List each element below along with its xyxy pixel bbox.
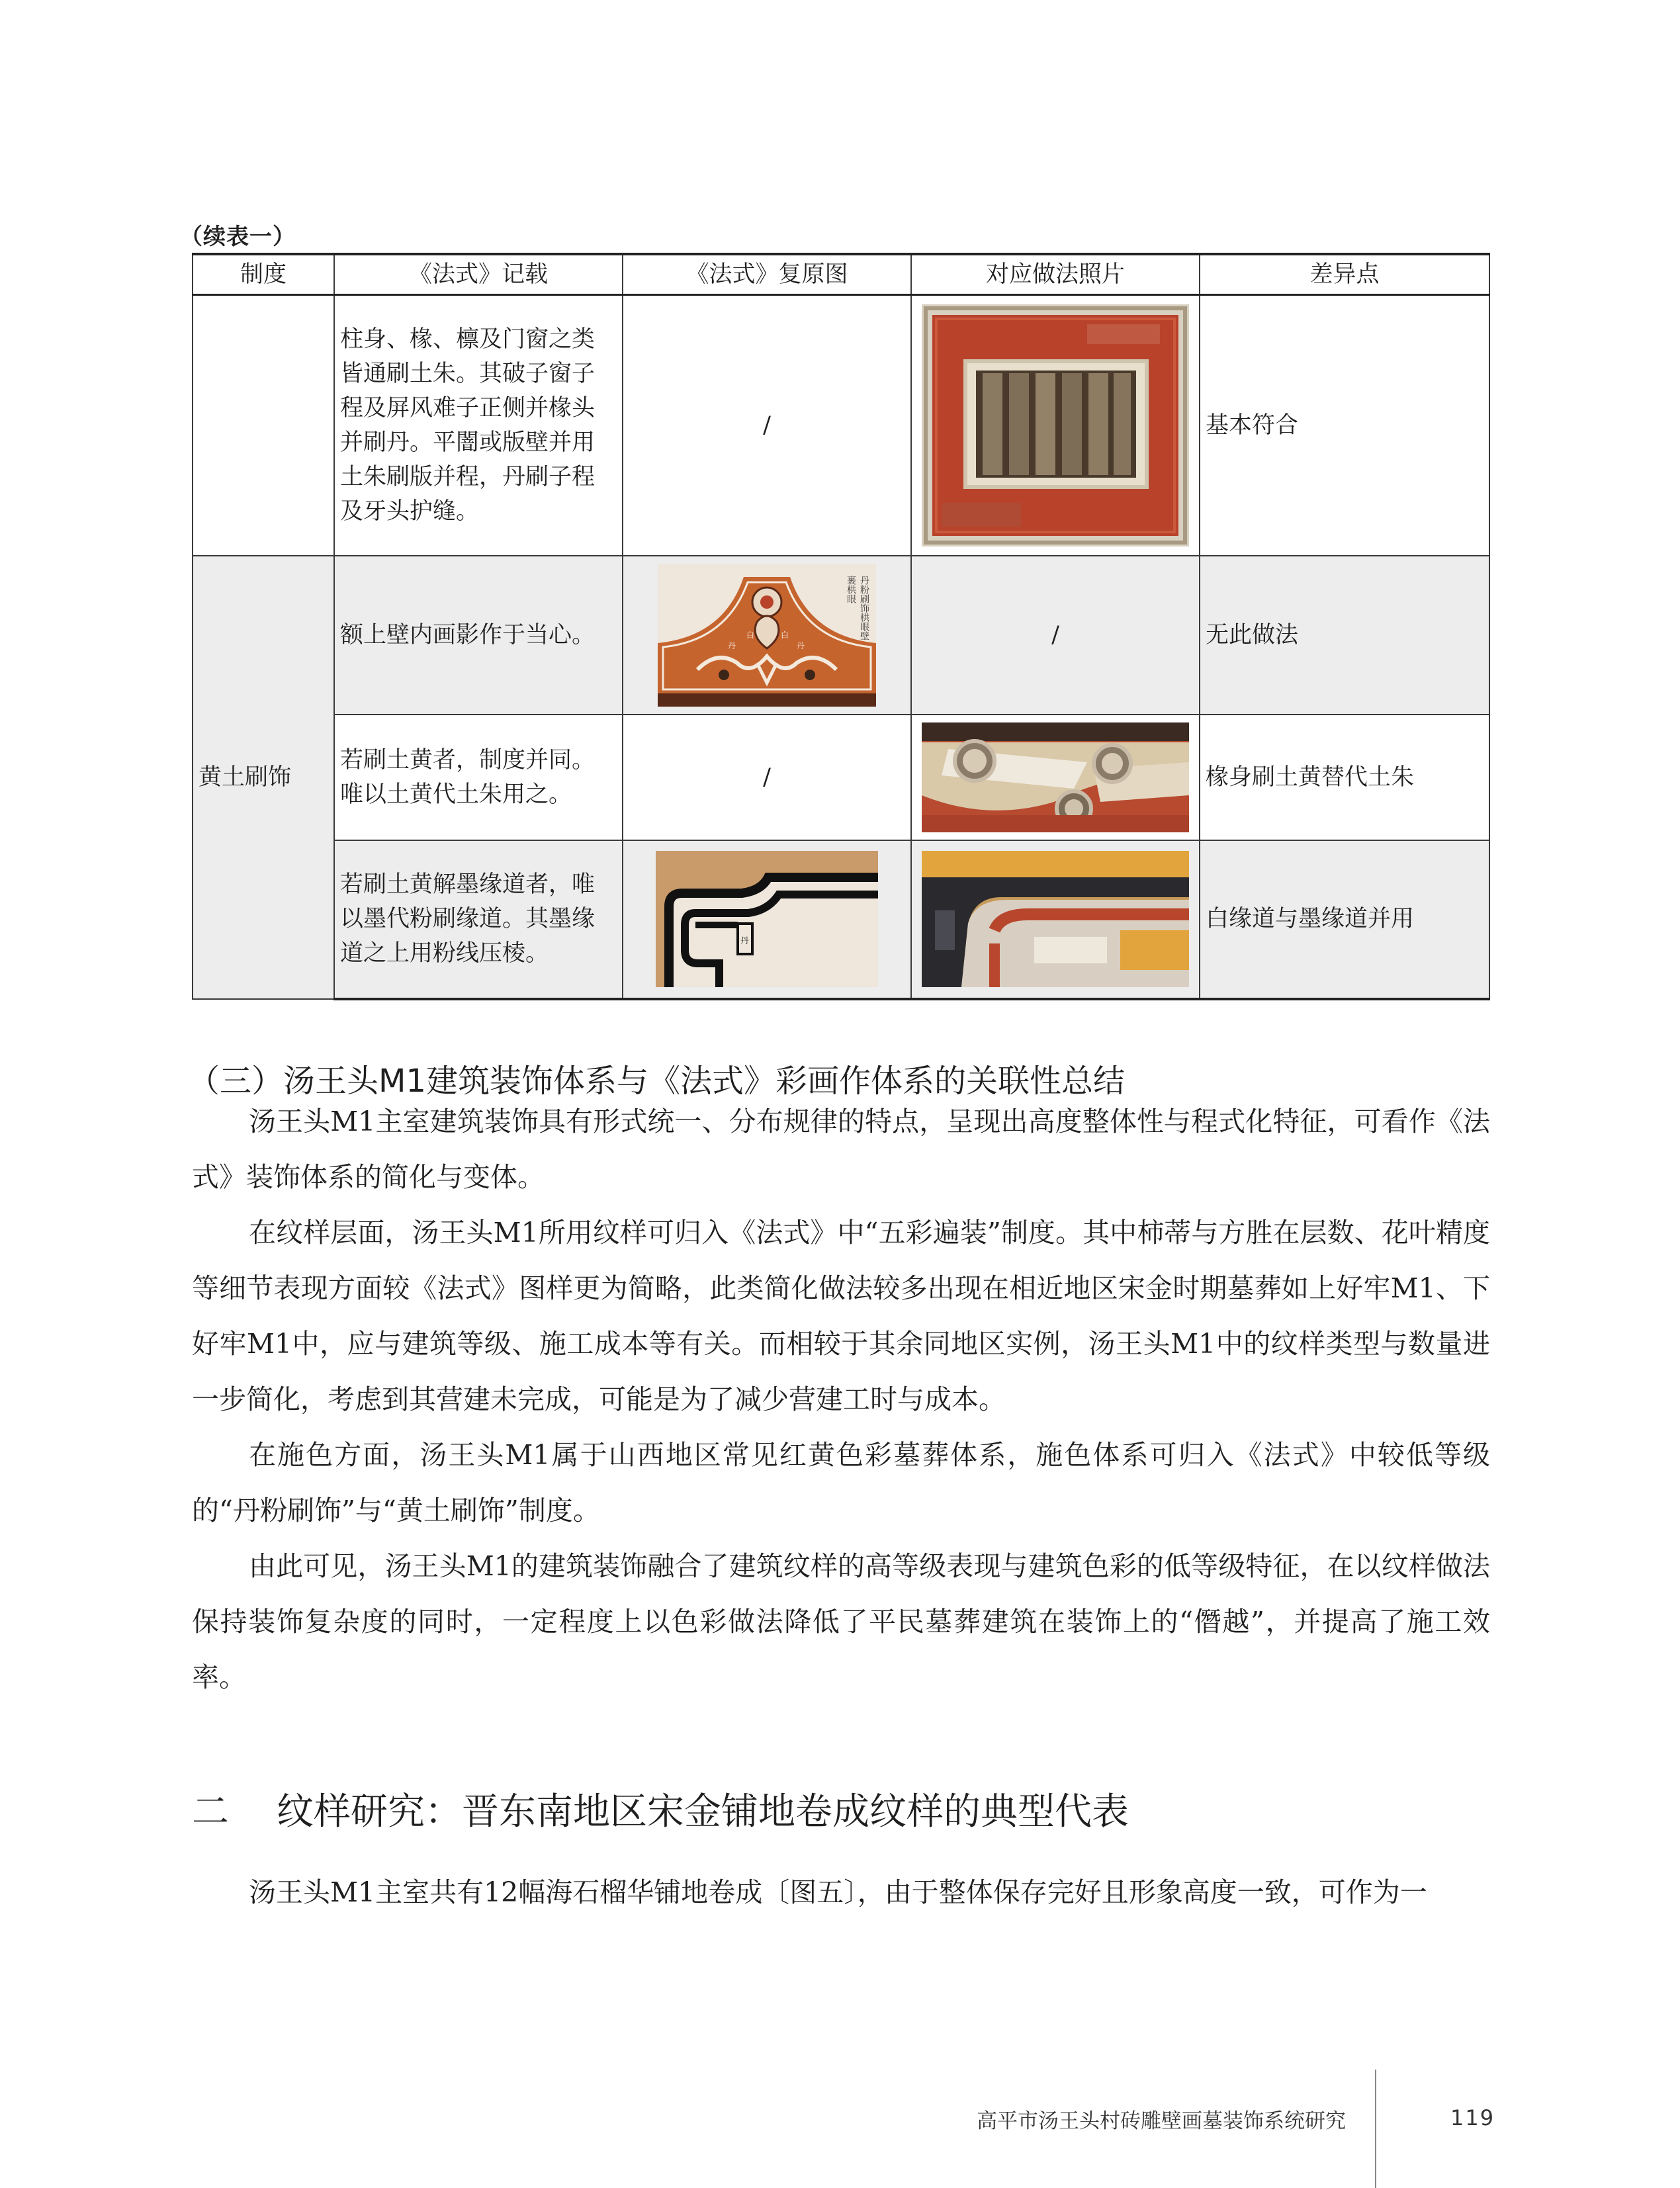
border-photo [922, 851, 1189, 987]
header-difference: 差异点 [1200, 254, 1489, 295]
cell-restoration [623, 840, 911, 999]
ink-border-drawing [656, 851, 878, 987]
cell-photo: / [911, 556, 1200, 715]
section-heading [192, 1782, 1129, 1835]
drawing-tiny-label: 白 [746, 630, 755, 640]
cell-difference: 白缘道与墨缘道并用 [1200, 840, 1489, 999]
cell-restoration [623, 556, 911, 715]
sub-heading: （三）汤王头M1建筑装饰体系与《法式》彩画作体系的关联性总结 [188, 1063, 1125, 1100]
drawing-column-label: 丹粉刷饰栱眼壁 [859, 575, 869, 640]
table-continued-label: （续表一） [180, 224, 296, 250]
header-photo: 对应做法照片 [911, 254, 1200, 295]
paragraph: 在纹样层面，汤王头M1所用纹样可归入《法式》中“五彩遍装”制度。其中柿蒂与方胜在层数、花叶精度等细节表现方面较《法式》图样更为简略，此类简化做法较多出现在相近地区宋金时期墓葬如上好牢M1、下好牢M1中，应与建筑等级、施工成本等有关。而相较于其余同地区实例，汤王头M1中的纹样类型与数量进一步简化，考虑到其营建未完成，可能是为了减少营建工时与成本。 [192, 1217, 1490, 1415]
header-restoration: 《法式》复原图 [623, 254, 911, 295]
paragraph: 汤王头M1主室建筑装饰具有形式统一、分布规律的特点，呈现出高度整体性与程式化特征，可看作《法式》装饰体系的简化与变体。 [192, 1106, 1490, 1193]
footer-divider [1375, 2070, 1376, 2188]
cell-record: 柱身、椽、檩及门窗之类皆通刷土朱。其破子窗子程及屏风难子正侧并椽头并刷丹。平闇或版壁并用土朱刷版并程，丹刷子程及牙头护缝。 [334, 295, 623, 556]
cell-photo [911, 840, 1200, 999]
cell-record: 若刷土黄解墨缘道者，唯以墨代粉刷缘道。其墨缘道之上用粉线压棱。 [334, 840, 623, 999]
cell-photo [911, 715, 1200, 840]
drawing-tiny-label: 丹 [797, 640, 805, 650]
cell-difference: 椽身刷土黄替代土朱 [1200, 715, 1489, 840]
cell-record: 若刷土黄者，制度并同。唯以土黄代土朱用之。 [334, 715, 623, 840]
table-row [193, 840, 1489, 999]
cell-photo [911, 295, 1200, 556]
table-row [193, 295, 1489, 556]
gongyan-wall-drawing [658, 564, 876, 707]
comparison-table [192, 253, 1490, 1000]
drawing-tiny-label: 丹 [728, 640, 736, 650]
page-number: 119 [1450, 2105, 1495, 2130]
body-text [192, 1094, 1490, 1705]
section-number: 二 [192, 1790, 229, 1833]
cell-system: 黄土刷饰 [193, 556, 334, 999]
header-system: 制度 [193, 254, 334, 295]
header-record: 《法式》记载 [334, 254, 623, 295]
table-header-row [193, 254, 1489, 295]
cell-record: 额上壁内画影作于当心。 [334, 556, 623, 715]
table-row [193, 715, 1489, 840]
running-footer-title: 高平市汤王头村砖雕壁画墓装饰系统研究 [977, 2109, 1346, 2133]
table-row [193, 556, 1489, 715]
paragraph: 由此可见，汤王头M1的建筑装饰融合了建筑纹样的高等级表现与建筑色彩的低等级特征，在以纹样做法保持装饰复杂度的同时，一定程度上以色彩做法降低了平民墓葬建筑在装饰上的“僭越”，并提高了施工效率。 [192, 1550, 1490, 1693]
cell-restoration: / [623, 715, 911, 840]
cell-difference: 基本符合 [1200, 295, 1489, 556]
window-photo [922, 304, 1189, 547]
rafter-photo [922, 722, 1189, 832]
paragraph: 汤王头M1主室共有12幅海石榴华铺地卷成〔图五〕，由于整体保存完好且形象高度一致，可作为一 [249, 1876, 1427, 1908]
cell-system [193, 295, 334, 556]
drawing-tiny-label: 白 [781, 630, 789, 640]
paragraph: 在施色方面，汤王头M1属于山西地区常见红黄色彩墓葬体系，施色体系可归入《法式》中较低等级的“丹粉刷饰”与“黄土刷饰”制度。 [192, 1439, 1490, 1526]
drawing-left-label: 裹栱眼 [846, 575, 856, 603]
cell-difference: 无此做法 [1200, 556, 1489, 715]
drawing-frame-label: 丹 [740, 936, 750, 946]
section-body [192, 1864, 1490, 1920]
section-title: 纹样研究：晋东南地区宋金铺地卷成纹样的典型代表 [277, 1790, 1129, 1833]
cell-restoration: / [623, 295, 911, 556]
